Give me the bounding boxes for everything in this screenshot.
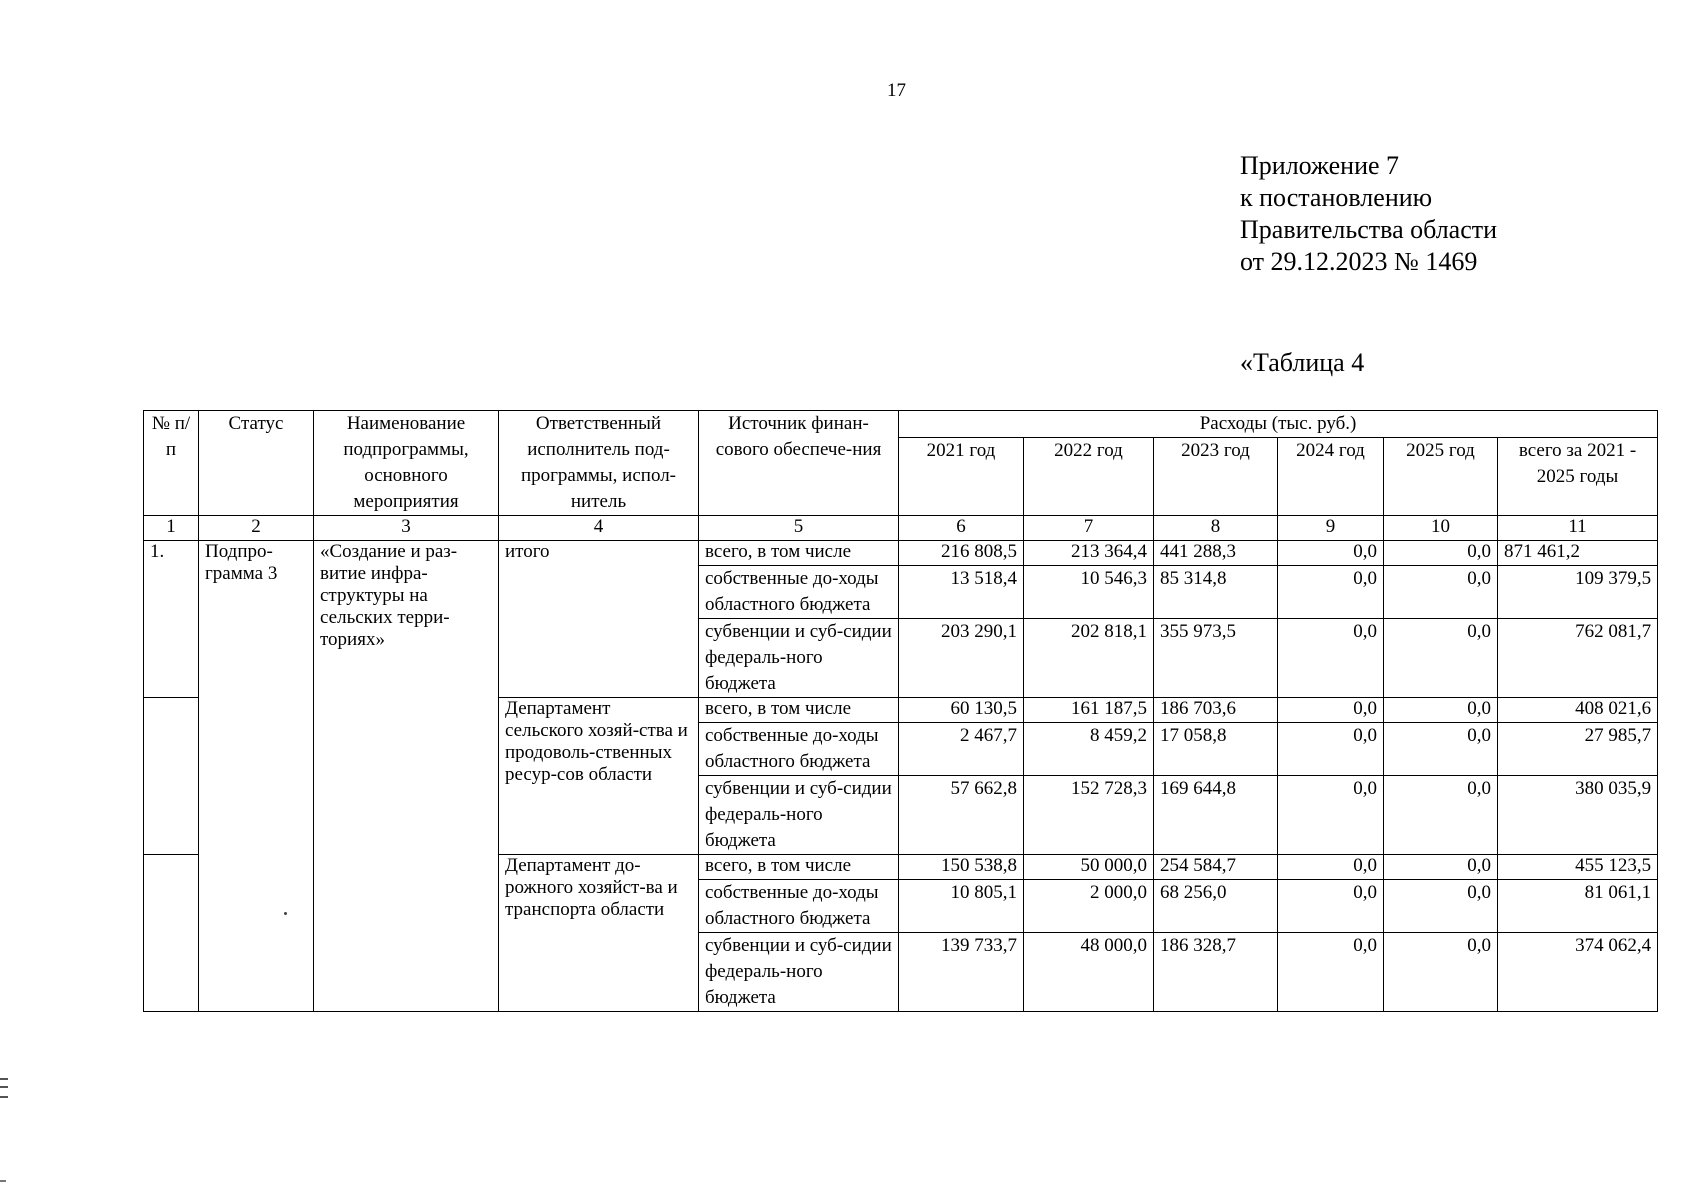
value-cell: 50 000,0 — [1024, 855, 1154, 880]
table-row — [144, 541, 1658, 566]
value-cell: 0,0 — [1278, 776, 1384, 855]
value-cell: 374 062,4 — [1498, 933, 1658, 1012]
value-cell: 213 364,4 — [1024, 541, 1154, 566]
value-cell: 0,0 — [1384, 566, 1498, 619]
value-cell: 0,0 — [1384, 880, 1498, 933]
status-cell: Подпро-грамма 3 — [199, 541, 314, 1012]
row-number-cell — [144, 698, 199, 855]
value-cell: 0,0 — [1278, 933, 1384, 1012]
scan-dot — [284, 912, 287, 915]
value-cell: 408 021,6 — [1498, 698, 1658, 723]
value-cell: 10 805,1 — [899, 880, 1024, 933]
value-cell: 0,0 — [1384, 541, 1498, 566]
value-cell: 152 728,3 — [1024, 776, 1154, 855]
value-cell: 139 733,7 — [899, 933, 1024, 1012]
header-cell-2025: 2025 год — [1384, 438, 1498, 516]
approval-block — [1240, 150, 1497, 278]
value-cell: 0,0 — [1278, 619, 1384, 698]
binding-mark — [0, 1078, 8, 1098]
value-cell: 0,0 — [1384, 698, 1498, 723]
value-cell: 0,0 — [1278, 541, 1384, 566]
value-cell: 27 985,7 — [1498, 723, 1658, 776]
source-cell: собственные до-ходы областного бюджета — [699, 723, 899, 776]
value-cell: 8 459,2 — [1024, 723, 1154, 776]
header-cell-expenses: Расходы (тыс. руб.) — [899, 411, 1658, 438]
value-cell: 48 000,0 — [1024, 933, 1154, 1012]
source-cell: субвенции и суб-сидии федераль-ного бюджета — [699, 933, 899, 1012]
approval-line: Правительства области — [1240, 215, 1498, 244]
value-cell: 0,0 — [1384, 855, 1498, 880]
binding-mark — [0, 1180, 6, 1182]
value-cell: 161 187,5 — [1024, 698, 1154, 723]
header-cell-name: Наименование подпрограммы, основного мероприятия — [314, 411, 499, 516]
column-number: 9 — [1278, 516, 1384, 541]
page-number: 17 — [887, 80, 906, 101]
value-cell: 13 518,4 — [899, 566, 1024, 619]
executor-cell: Департамент сельского хозяй-ства и продоволь-ственных ресур-сов области — [499, 698, 699, 855]
value-cell: 355 973,5 — [1154, 619, 1278, 698]
source-cell: собственные до-ходы областного бюджета — [699, 566, 899, 619]
header-cell-status: Статус — [199, 411, 314, 516]
value-cell: 254 584,7 — [1154, 855, 1278, 880]
value-cell: 871 461,2 — [1498, 541, 1658, 566]
value-cell: 203 290,1 — [899, 619, 1024, 698]
source-cell: субвенции и суб-сидии федераль-ного бюджета — [699, 776, 899, 855]
table-caption: «Таблица 4 — [1240, 348, 1365, 377]
value-cell: 0,0 — [1384, 723, 1498, 776]
column-number: 11 — [1498, 516, 1658, 541]
column-number: 2 — [199, 516, 314, 541]
approval-line: от 29.12.2023 № 1469 — [1240, 247, 1478, 276]
value-cell: 0,0 — [1384, 776, 1498, 855]
value-cell: 202 818,1 — [1024, 619, 1154, 698]
value-cell: 0,0 — [1278, 566, 1384, 619]
value-cell: 380 035,9 — [1498, 776, 1658, 855]
column-number: 1 — [144, 516, 199, 541]
value-cell: 186 328,7 — [1154, 933, 1278, 1012]
approval-line: к постановлению — [1240, 183, 1433, 212]
header-cell-executor: Ответственный исполнитель под-программы, испол-нитель — [499, 411, 699, 516]
value-cell: 10 546,3 — [1024, 566, 1154, 619]
program-name-cell: «Создание и раз-витие инфра-структуры на сельских терри-ториях» — [314, 541, 499, 1012]
value-cell: 0,0 — [1278, 880, 1384, 933]
column-number: 8 — [1154, 516, 1278, 541]
value-cell: 0,0 — [1278, 698, 1384, 723]
header-cell-total: всего за 2021 - 2025 годы — [1498, 438, 1658, 516]
column-number: 6 — [899, 516, 1024, 541]
value-cell: 0,0 — [1278, 723, 1384, 776]
header-row — [144, 411, 1658, 438]
value-cell: 762 081,7 — [1498, 619, 1658, 698]
value-cell: 68 256,0 — [1154, 880, 1278, 933]
column-number: 7 — [1024, 516, 1154, 541]
executor-cell: Департамент до-рожного хозяйст-ва и транспорта области — [499, 855, 699, 1012]
source-cell: всего, в том числе — [699, 698, 899, 723]
column-number: 10 — [1384, 516, 1498, 541]
expenses-table — [143, 410, 1658, 1012]
header-cell-source: Источник финан-сового обеспече-ния — [699, 411, 899, 516]
column-numbers-row — [144, 516, 1658, 541]
value-cell: 85 314,8 — [1154, 566, 1278, 619]
column-number: 5 — [699, 516, 899, 541]
header-cell-number: № п/п — [144, 411, 199, 516]
column-number: 4 — [499, 516, 699, 541]
source-cell: собственные до-ходы областного бюджета — [699, 880, 899, 933]
value-cell: 0,0 — [1278, 855, 1384, 880]
header-cell-2021: 2021 год — [899, 438, 1024, 516]
source-cell: всего, в том числе — [699, 541, 899, 566]
source-cell: всего, в том числе — [699, 855, 899, 880]
value-cell: 186 703,6 — [1154, 698, 1278, 723]
value-cell: 150 538,8 — [899, 855, 1024, 880]
value-cell: 0,0 — [1384, 933, 1498, 1012]
value-cell: 441 288,3 — [1154, 541, 1278, 566]
value-cell: 17 058,8 — [1154, 723, 1278, 776]
value-cell: 455 123,5 — [1498, 855, 1658, 880]
header-cell-2022: 2022 год — [1024, 438, 1154, 516]
header-cell-2023: 2023 год — [1154, 438, 1278, 516]
executor-cell: итого — [499, 541, 699, 698]
row-number-cell — [144, 855, 199, 1012]
column-number: 3 — [314, 516, 499, 541]
header-cell-2024: 2024 год — [1278, 438, 1384, 516]
value-cell: 57 662,8 — [899, 776, 1024, 855]
value-cell: 216 808,5 — [899, 541, 1024, 566]
value-cell: 0,0 — [1384, 619, 1498, 698]
value-cell: 2 467,7 — [899, 723, 1024, 776]
approval-line: Приложение 7 — [1240, 151, 1400, 180]
value-cell: 81 061,1 — [1498, 880, 1658, 933]
value-cell: 2 000,0 — [1024, 880, 1154, 933]
source-cell: субвенции и суб-сидии федераль-ного бюджета — [699, 619, 899, 698]
value-cell: 109 379,5 — [1498, 566, 1658, 619]
value-cell: 60 130,5 — [899, 698, 1024, 723]
value-cell: 169 644,8 — [1154, 776, 1278, 855]
row-number-cell: 1. — [144, 541, 199, 698]
